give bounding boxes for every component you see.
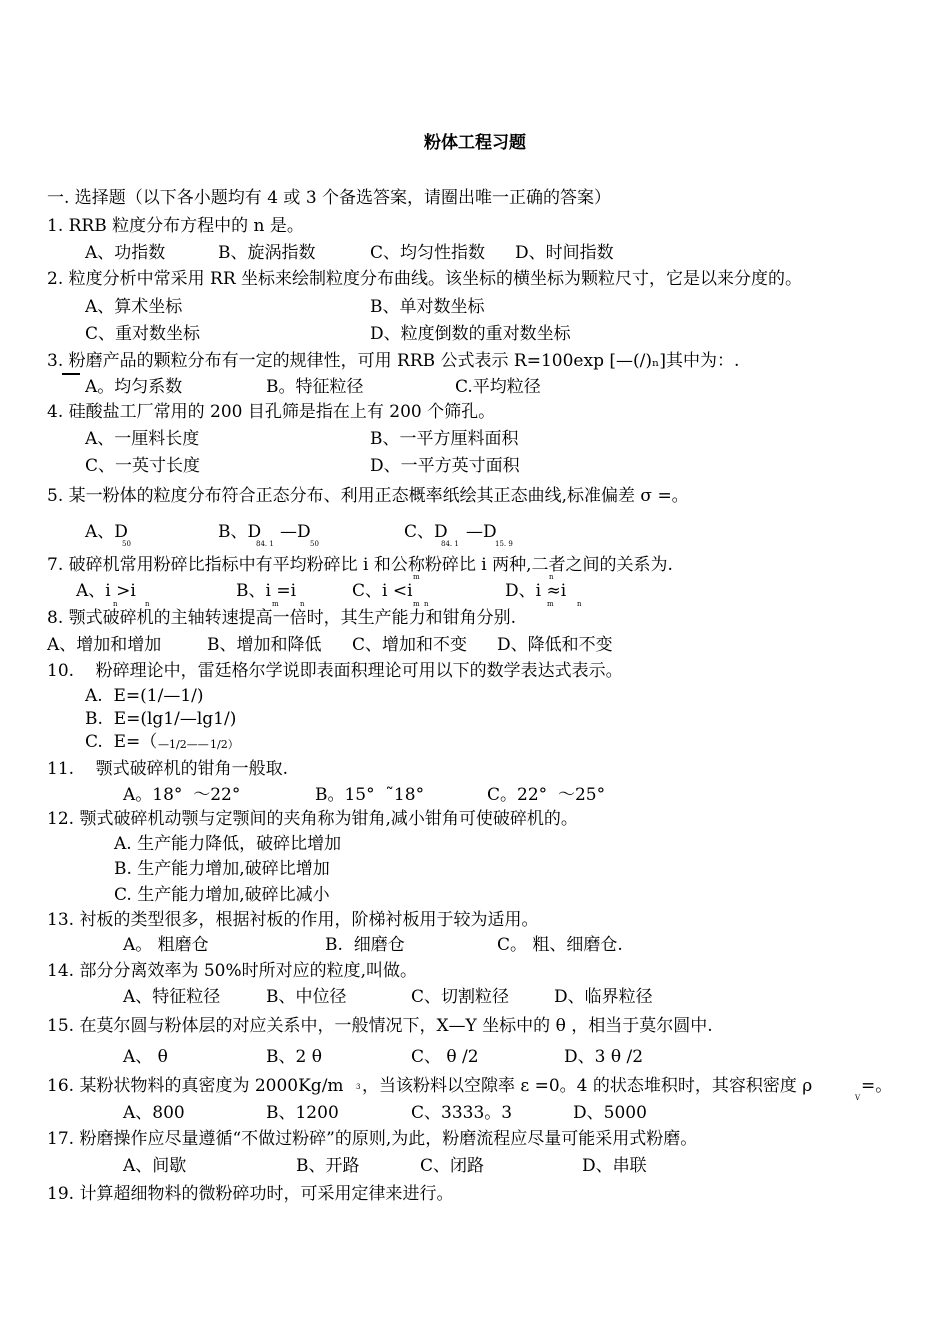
q14-option-d: D、临界粒径 <box>554 987 653 1007</box>
question-13-stem: 13. 衬板的类型很多，根据衬板的作用，阶梯衬板用于较为适用。 <box>47 910 539 930</box>
q10-option-c-part: 1/2） <box>210 738 239 751</box>
q7-subscript: n <box>113 600 118 608</box>
q5-option-b: B、D <box>218 522 262 542</box>
q7-subscript: m <box>413 573 420 581</box>
q4-option-b: B、一平方厘料面积 <box>370 429 519 449</box>
q5-subscript: 15. 9 <box>495 540 513 548</box>
q5-option-b-part: —D <box>280 522 311 542</box>
q4-option-a: A、一厘料长度 <box>85 429 200 449</box>
question-14-stem: 14. 部分分离效率为 50%时所对应的粒度,叫做。 <box>47 961 418 981</box>
q7-subscript: m <box>272 600 279 608</box>
q1-option-c: C、均匀性指数 <box>370 243 486 263</box>
question-16-stem: 16. 某粉状物料的真密度为 2000Kg/m <box>47 1076 344 1096</box>
q10-option-a: A. E=(1/—1/) <box>85 686 204 706</box>
q8-option-a: A、增加和增加 <box>47 635 162 655</box>
section-heading: 一. 选择题（以下各小题均有 4 或 3 个备选答案，请圈出唯一正确的答案） <box>47 188 612 208</box>
q16-option-d: D、5000 <box>573 1103 647 1123</box>
q16-option-a: A、800 <box>123 1103 185 1123</box>
q17-option-c: C、闭路 <box>420 1156 485 1176</box>
question-17-stem: 17. 粉磨操作应尽量遵循“不做过粉碎”的原则,为此，粉磨流程应尽量可能采用式粉磨。 <box>47 1129 698 1149</box>
q7-option-b: B、i =i <box>236 581 297 601</box>
q7-subscript: n <box>145 600 150 608</box>
q7-subscript: n <box>300 600 305 608</box>
q13-option-b: B. 细磨仓 <box>325 935 405 955</box>
question-8-stem: 8. 颚式破碎机的主轴转速提高一倍时，其生产能力和钳角分别. <box>47 608 517 628</box>
q5-subscript: 84. 1 <box>256 540 274 548</box>
q8-option-d: D、降低和不变 <box>497 635 613 655</box>
question-19-stem: 19. 计算超细物料的微粉碎功时，可采用定律来进行。 <box>47 1184 454 1204</box>
q5-subscript: 50 <box>310 540 319 548</box>
q5-option-c-part: —D <box>466 522 497 542</box>
q7-option-c: C、i <i <box>352 581 413 601</box>
q16-subscript: V <box>855 1094 861 1102</box>
q14-option-c: C、切割粒径 <box>411 987 510 1007</box>
q7-subscript: n <box>577 600 582 608</box>
q8-option-c: C、增加和不变 <box>352 635 468 655</box>
question-7-stem: 7. 破碎机常用粉碎比指标中有平均粉碎比 i 和公称粉碎比 i 两种,二者之间的关系为. <box>47 555 673 575</box>
q17-option-b: B、开路 <box>296 1156 360 1176</box>
q8-option-b: B、增加和降低 <box>207 635 322 655</box>
q7-subscript: m <box>413 600 420 608</box>
q15-option-c: C、 θ /2 <box>411 1047 479 1067</box>
question-16-stem-cont: ，当该粉料以空隙率 ε =0。4 的状态堆积时，其容积密度 ρ <box>362 1076 813 1096</box>
q1-option-d: D、时间指数 <box>515 243 614 263</box>
q14-option-a: A、特征粒径 <box>123 987 221 1007</box>
q5-option-c: C、D <box>404 522 448 542</box>
q5-option-a: A、D <box>85 522 128 542</box>
q16-superscript: 3 <box>356 1083 361 1091</box>
q2-option-a: A、算术坐标 <box>85 297 183 317</box>
q17-option-a: A、间歇 <box>123 1156 187 1176</box>
q11-option-c: C。22° ～25° <box>487 785 606 805</box>
q3-option-a: A。均匀系数 <box>85 377 183 397</box>
q15-option-d: D、3 θ /2 <box>564 1047 644 1067</box>
question-4-stem: 4. 硅酸盐工厂常用的 200 目孔筛是指在上有 200 个筛孔。 <box>47 402 496 422</box>
question-12-stem: 12. 颚式破碎机动颚与定颚间的夹角称为钳角,减小钳角可使破碎机的。 <box>47 809 578 829</box>
q7-option-a: A、i >i <box>76 581 136 601</box>
q3-option-b: B。特征粒径 <box>266 377 364 397</box>
q1-option-a: A、功指数 <box>85 243 166 263</box>
q7-option-d: D、i ≈i <box>505 581 567 601</box>
q13-option-c: C。 粗、细磨仓. <box>497 935 623 955</box>
question-11-stem: 11. 颚式破碎机的钳角一般取. <box>47 759 289 779</box>
q2-option-b: B、单对数坐标 <box>370 297 485 317</box>
q5-subscript: 50 <box>122 540 131 548</box>
q12-option-c: C. 生产能力增加,破碎比减小 <box>114 885 330 905</box>
q12-option-a: A. 生产能力降低，破碎比增加 <box>114 834 342 854</box>
text-cursor-mark <box>62 373 80 375</box>
q7-subscript: n <box>549 573 554 581</box>
q10-option-c-part: —1/2—— <box>158 738 209 751</box>
q13-option-a: A。 粗磨仓 <box>123 935 209 955</box>
q2-option-c: C、重对数坐标 <box>85 324 201 344</box>
q11-option-a: A。18° ～22° <box>123 785 241 805</box>
question-3-stem: 3. 粉磨产品的颗粒分布有一定的规律性，可用 RRB 公式表示 R=100exp [—(/)ₙ]其中为：. <box>47 351 740 371</box>
q16-option-b: B、1200 <box>266 1103 339 1123</box>
q1-option-b: B、旋涡指数 <box>218 243 316 263</box>
q17-option-d: D、串联 <box>582 1156 647 1176</box>
q15-option-b: B、2 θ <box>266 1047 322 1067</box>
q7-subscript: n <box>424 600 429 608</box>
q10-option-c: C. E=（ <box>85 732 158 752</box>
q16-option-c: C、3333。3 <box>411 1103 513 1123</box>
question-16-stem-end: =。 <box>861 1076 893 1096</box>
q15-option-a: A、 θ <box>123 1047 168 1067</box>
q11-option-b: B。15° ˜18° <box>315 785 425 805</box>
q12-option-b: B. 生产能力增加,破碎比增加 <box>114 859 330 879</box>
question-10-stem: 10. 粉碎理论中，雷廷格尔学说即表面积理论可用以下的数学表达式表示。 <box>47 661 623 681</box>
q14-option-b: B、中位径 <box>266 987 347 1007</box>
question-2-stem: 2. 粒度分析中常采用 RR 坐标来绘制粒度分布曲线。该坐标的横坐标为颗粒尺寸，它是以来分度的。 <box>47 269 803 289</box>
q10-option-b: B. E=(lg1/—lg1/) <box>85 709 237 729</box>
q5-subscript: 84. 1 <box>441 540 459 548</box>
question-15-stem: 15. 在莫尔圆与粉体层的对应关系中，一般情况下，X—Y 坐标中的 θ ，相当于莫尔圆中. <box>47 1016 713 1036</box>
question-5-stem: 5. 某一粉体的粒度分布符合正态分布、利用正态概率纸绘其正态曲线,标准偏差 σ =。 <box>47 486 689 506</box>
q4-option-c: C、一英寸长度 <box>85 456 201 476</box>
q7-subscript: m <box>547 600 554 608</box>
question-1-stem: 1. RRB 粒度分布方程中的 n 是。 <box>47 216 304 236</box>
q4-option-d: D、一平方英寸面积 <box>370 456 520 476</box>
document-title: 粉体工程习题 <box>424 133 526 153</box>
q3-option-c: C.平均粒径 <box>455 377 541 397</box>
q2-option-d: D、粒度倒数的重对数坐标 <box>370 324 571 344</box>
